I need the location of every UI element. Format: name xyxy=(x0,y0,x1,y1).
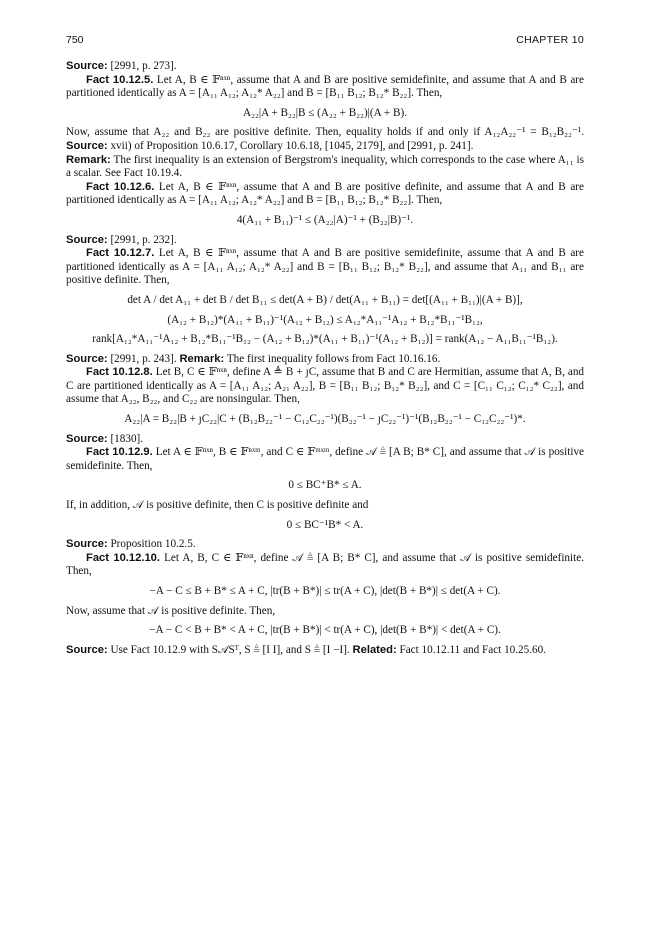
fact-10-12-7 xyxy=(66,247,584,288)
source-text: [2991, p. 243]. xyxy=(110,352,177,365)
running-header xyxy=(66,34,584,50)
paragraph-text: Now, assume that A₂₂ and B₂₂ are positive definite. Then, equality holds if and only if A₁₂A₂₂⁻¹ = B₁₂B₂₂⁻¹. xyxy=(66,126,584,139)
source-line xyxy=(66,538,584,552)
source-line xyxy=(66,234,584,248)
related-text: Fact 10.12.11 and Fact 10.25.60. xyxy=(399,643,547,656)
remark xyxy=(66,154,584,181)
remark-label: Remark: xyxy=(179,352,225,365)
fact-label: Fact 10.12.9. xyxy=(86,446,153,459)
page xyxy=(66,34,584,657)
source-label: Source: xyxy=(66,643,108,656)
source-label: Source: xyxy=(66,60,108,72)
source-label: Source: xyxy=(66,233,108,246)
fact-label: Fact 10.12.7. xyxy=(86,247,155,260)
equation: 0 ≤ BC⁺B* ≤ A. xyxy=(288,479,362,492)
fact-10-12-10 xyxy=(66,552,584,579)
chapter-label: CHAPTER 10 xyxy=(516,34,584,46)
remark-label: Remark: xyxy=(66,153,111,166)
paragraph: If, in addition, 𝒜 is positive definite, then C is positive definite and xyxy=(66,499,369,512)
fact-10-12-8 xyxy=(66,366,584,407)
source-line xyxy=(66,60,584,74)
equation: A₂₂|A + B₂₂|B ≤ (A₂₂ + B₂₂)|(A + B). xyxy=(243,106,407,119)
fact-statement: Let A, B ∈ 𝔽ⁿˣⁿ, assume that A and B are positive definite, and assume that A and B are partitioned identically as A = [A₁₁ A₁₂; A₁₂* A₂₂] and B = [B₁₁ B₁₂; B₁₂* B₂₂]. Then, xyxy=(66,180,584,207)
source-text: [1830]. xyxy=(110,432,144,445)
equation: A₂₂|A = B₂₂|B + ȷC₂₂|C + (B₁₂B₂₂⁻¹ − C₁₂C₂₂⁻¹)(B₂₂⁻¹ − ȷC₂₂⁻¹)⁻¹(B₁₂B₂₂⁻¹ − C₁₂C₂₂⁻¹)*. xyxy=(124,413,526,426)
fact-label: Fact 10.12.5. xyxy=(86,73,154,86)
equation: 0 ≤ BC⁻¹B* < A. xyxy=(286,518,364,531)
fact-statement: Let A, B ∈ 𝔽ⁿˣⁿ, assume that A and B are positive semidefinite, assume that A and B are partitioned identically as A = [A₁₁ A₁₂; A₁₂* A₂₂] and B = [B₁₁ B₁₂; B₁₂* B₂₂], and assume that A₁₁ and B₁₁ are positive definite. Then, xyxy=(66,247,585,287)
equation: −A − C < B + B* < A + C, |tr(B + B*)| < tr(A + C), |det(B + B*)| < det(A + C). xyxy=(149,624,501,637)
equation: 4(A₁₁ + B₁₁)⁻¹ ≤ (A₂₂|A)⁻¹ + (B₂₂|B)⁻¹. xyxy=(236,213,414,226)
equation: (A₁₂ + B₁₂)*(A₁₁ + B₁₁)⁻¹(A₁₂ + B₁₂) ≤ A₁₂*A₁₁⁻¹A₁₂ + B₁₂*B₁₁⁻¹B₁₂, xyxy=(167,313,483,326)
equation: rank[A₁₂*A₁₁⁻¹A₁₂ + B₁₂*B₁₁⁻¹B₁₂ − (A₁₂ + B₁₂)*(A₁₁ + B₁₁)⁻¹(A₁₂ + B₁₂)] = rank(A₁₂ − A₁₁B₁₁⁻¹B₁₂). xyxy=(92,333,558,346)
equation: −A − C ≤ B + B* ≤ A + C, |tr(B + B*)| ≤ tr(A + C), |det(B + B*)| ≤ det(A + C). xyxy=(149,585,501,597)
fact-statement: Let A, B, C ∈ 𝔽ⁿˣⁿ, define 𝒜 ≜ [A B; B* C], and assume that 𝒜 is positive semidefinite. Then, xyxy=(66,551,585,578)
source-text: Proposition 10.2.5. xyxy=(110,538,196,551)
source-text: [2991, p. 273]. xyxy=(110,60,177,72)
source-line xyxy=(66,433,584,447)
fact-10-12-5 xyxy=(66,74,584,101)
page-number: 750 xyxy=(66,34,84,46)
fact-10-12-9 xyxy=(66,446,584,473)
equation: det A / det A₁₁ + det B / det B₁₁ ≤ det(A + B) / det(A₁₁ + B₁₁) = det[(A₁₁ + B₁₁)|(A + B)], xyxy=(127,293,523,306)
paragraph: Now, assume that 𝒜 is positive definite. Then, xyxy=(66,604,276,617)
remark-text: The first inequality is an extension of Bergstrom's inequality, which corresponds to the case where A₁₁ is a scalar. See Fact 10.19.4. xyxy=(66,153,584,180)
fact-statement: Let B, C ∈ 𝔽ⁿˣⁿ, define A ≜ B + ȷC, assume that B and C are Hermitian, assume that A, B, and C are partitioned identically as A = [A₁₁ A₁₂; A₂₁ A₂₂], B = [B₁₁ B₁₂; B₁₂* B₂₂], and C = [C₁₁ C₁₂; C₁₂* C₂₂], and assume that A₂₂, B₂₂, and C₂₂ are nonsingular. Then, xyxy=(66,366,585,406)
fact-label: Fact 10.12.6. xyxy=(86,180,155,193)
source-label: Source: xyxy=(66,538,108,551)
fact-statement: Let A ∈ 𝔽ⁿˣⁿ, B ∈ 𝔽ⁿˣᵐ, and C ∈ 𝔽ᵐˣᵐ, define 𝒜 ≜ [A B; B* C], and assume that 𝒜 is positive semidefinite. Then, xyxy=(66,446,585,472)
fact-10-12-6 xyxy=(66,181,584,208)
source-label: Source: xyxy=(66,139,108,152)
fact-label: Fact 10.12.10. xyxy=(86,551,161,564)
source-label: Source: xyxy=(66,352,108,365)
fact-label: Fact 10.12.8. xyxy=(86,366,153,379)
source-text: [2991, p. 232]. xyxy=(110,233,177,246)
paragraph xyxy=(66,126,584,153)
fact-statement: Let A, B ∈ 𝔽ⁿˣⁿ, assume that A and B are positive semidefinite, and assume that A and B are partitioned identically as A = [A₁₁ A₁₂; A₁₂* A₂₂] and B = [B₁₁ B₁₂; B₁₂* B₂₂]. Then, xyxy=(66,73,585,100)
remark-text: The first inequality follows from Fact 10.16.16. xyxy=(226,352,441,365)
source-line xyxy=(66,644,584,658)
source-label: Source: xyxy=(66,432,108,445)
source-line xyxy=(66,353,584,367)
source-text: xvii) of Proposition 10.6.17, Corollary 10.6.18, [1045, 2179], and [2991, p. 241]. xyxy=(110,139,474,152)
related-label: Related: xyxy=(352,643,397,656)
source-text: Use Fact 10.12.9 with S𝒜Sᵀ, S ≜ [I I], and S ≜ [I −I]. xyxy=(110,643,350,656)
